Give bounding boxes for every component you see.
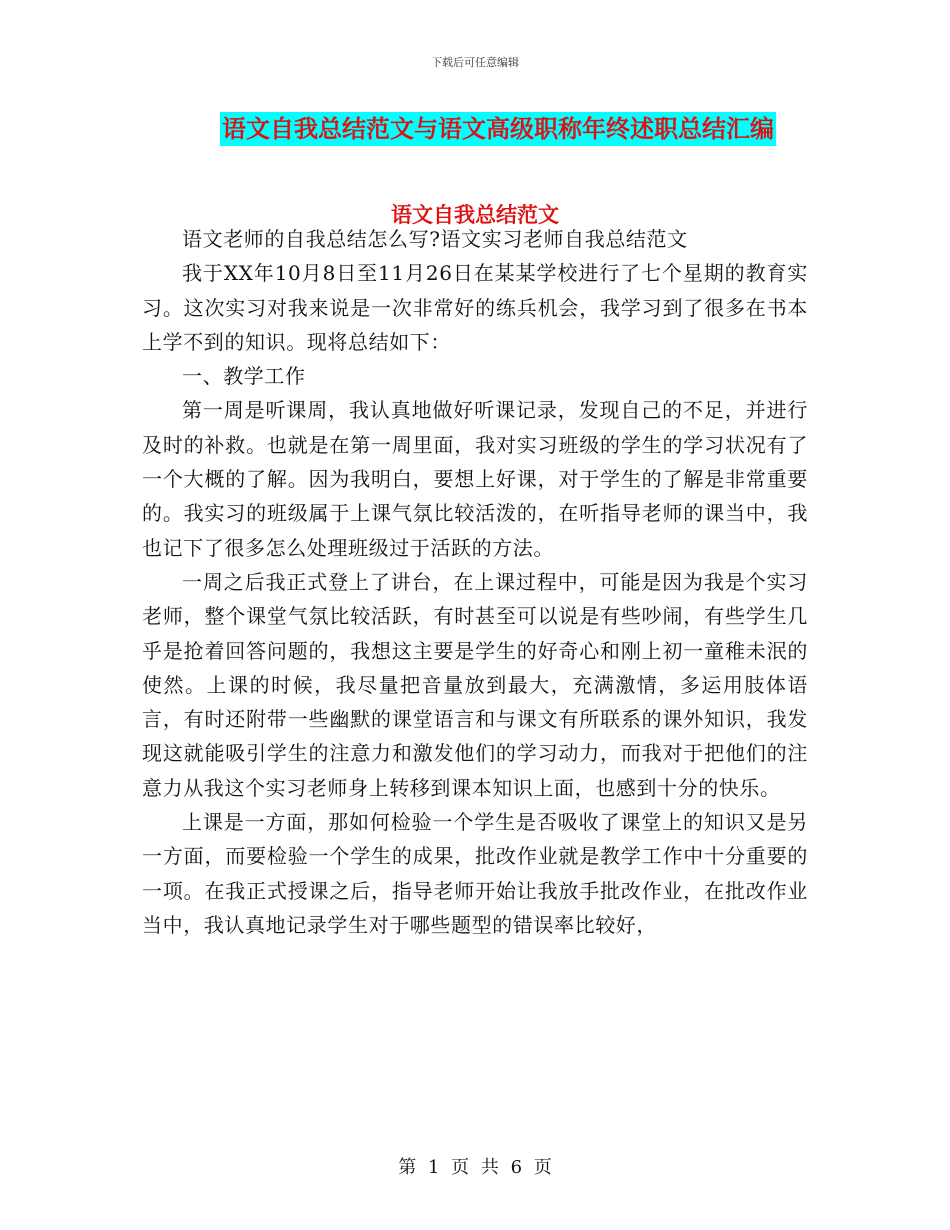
paragraph-intro: 我于XX年10月8日至11月26日在某某学校进行了七个星期的教育实习。这次实习对我来说是一次非常好的练兵机会，我学习到了很多在书本上学不到的知识。现将总结如下：	[142, 261, 808, 354]
paragraph-first-week: 第一周是听课周，我认真地做好听课记录，发现自己的不足，并进行及时的补救。也就是在第一周里面，我对实习班级的学生的学习状况有了一个大概的了解。因为我明白，要想上好课，对于学生的了解是非常重要的。我实习的班级属于上课气氛比较活泼的，在听指导老师的课当中，我也记下了很多怎么处理班级过于活跃的方法。	[142, 398, 808, 560]
document-body	[142, 222, 808, 942]
paragraph-subtitle: 语文老师的自我总结怎么写?语文实习老师自我总结范文	[182, 227, 688, 251]
page-number-footer: 第 1 页 共 6 页	[398, 1157, 552, 1178]
section-title: 语文自我总结范文	[391, 203, 559, 227]
main-title-container	[0, 112, 950, 146]
header-note: 下载后可任意编辑	[431, 56, 519, 69]
paragraph-heading-teaching: 一、教学工作	[182, 364, 306, 389]
paragraph-homework: 上课是一方面，那如何检验一个学生是否吸收了课堂上的知识又是另一方面，而要检验一个学生的成果，批改作业就是教学工作中十分重要的一项。在我正式授课之后，指导老师开始让我放手批改作业，在批改作业当中，我认真地记录学生对于哪些题型的错误率比较好，	[142, 810, 808, 937]
paragraph-teaching-experience: 一周之后我正式登上了讲台，在上课过程中，可能是因为我是个实习老师，整个课堂气氛比较活跃，有时甚至可以说是有些吵闹，有些学生几乎是抢着回答问题的，我想这主要是学生的好奇心和刚上初一童稚未泯的使然。上课的时候，我尽量把音量放到最大，充满激情，多运用肢体语言，有时还附带一些幽默的课堂语言和与课文有所联系的课外知识，我发现这就能吸引学生的注意力和激发他们的学习动力，而我对于把他们的注意力从我这个实习老师身上转移到课本知识上面，也感到十分的快乐。	[142, 569, 808, 800]
document-main-title: 语文自我总结范文与语文高级职称年终述职总结汇编	[220, 112, 776, 146]
